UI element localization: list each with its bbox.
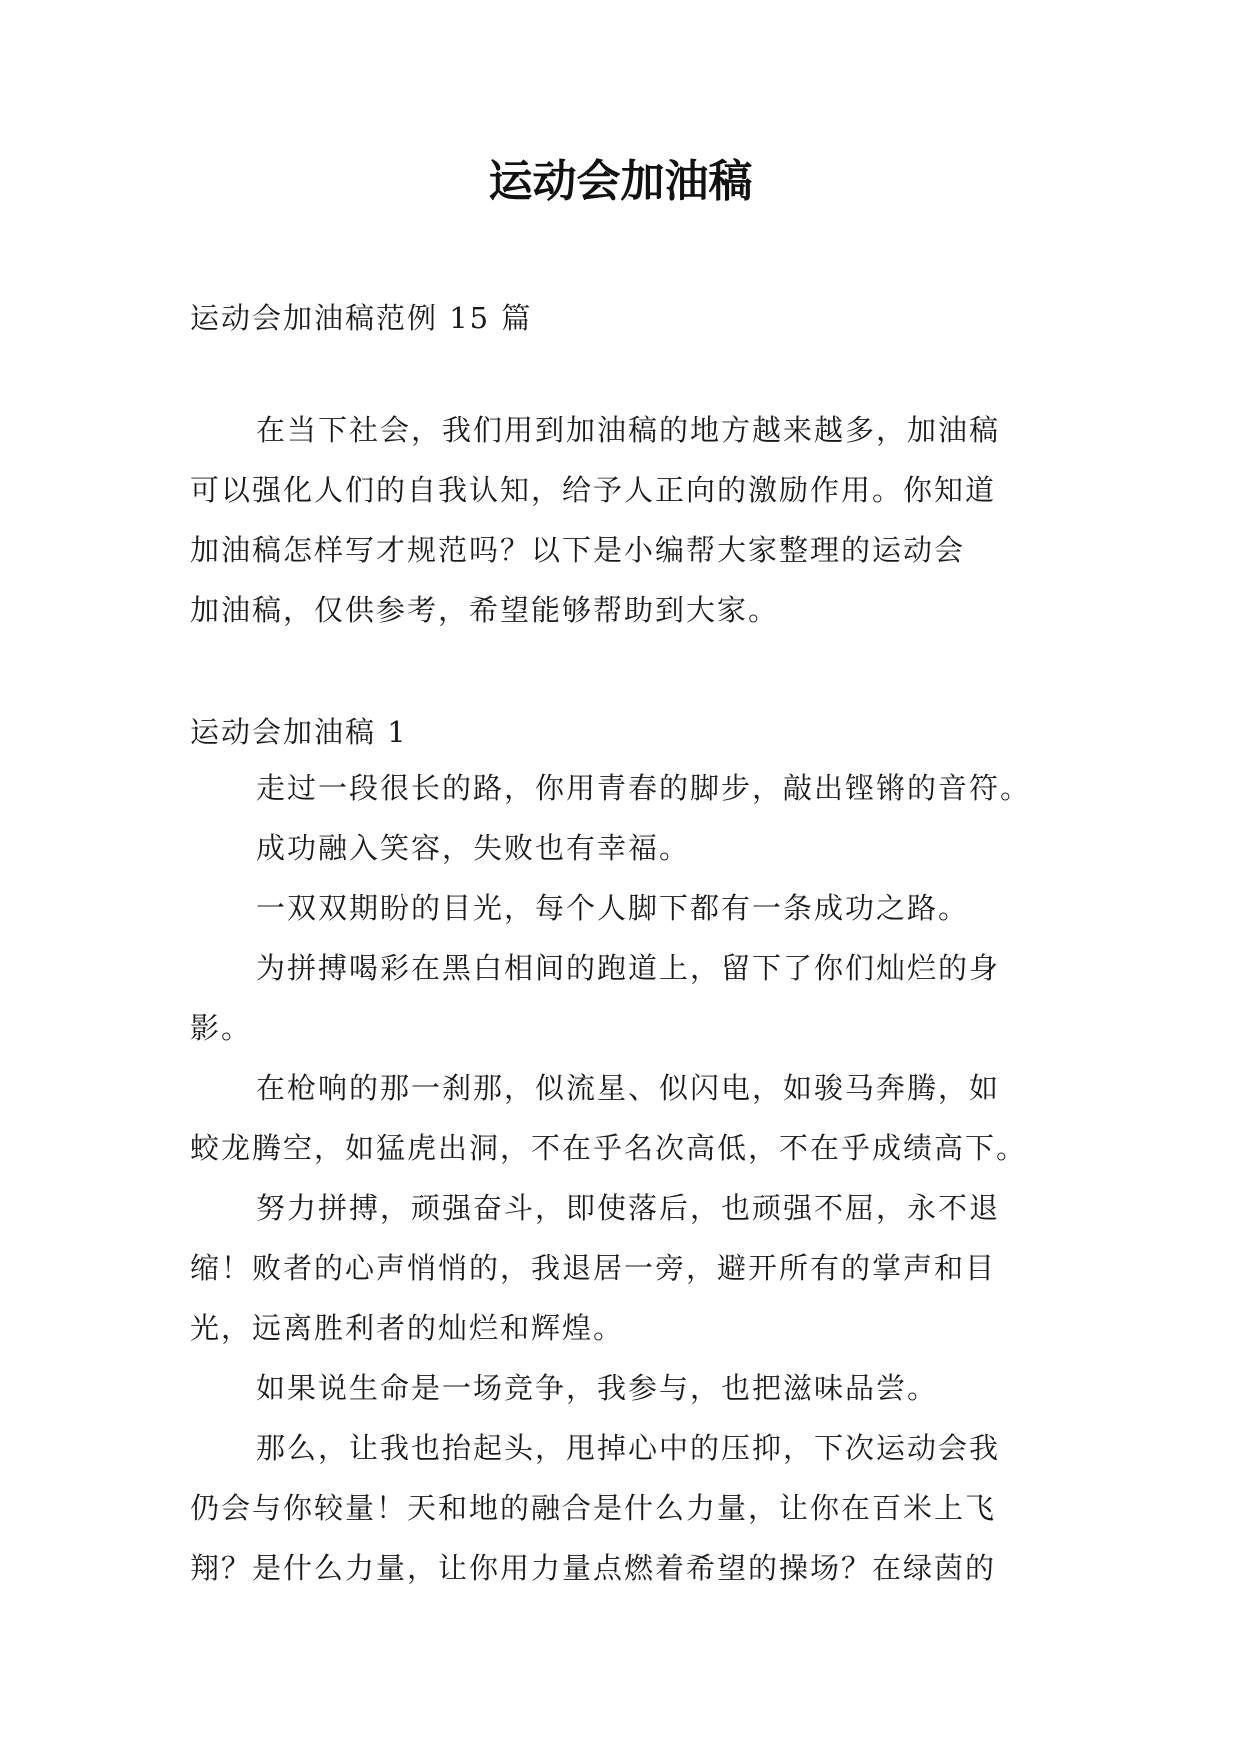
body-line: 那么，让我也抬起头，甩掉心中的压抑，下次运动会我 [256,1431,1001,1465]
body-line: 一双双期盼的目光，每个人脚下都有一条成功之路。 [256,891,970,925]
body-line: 翔？是什么力量，让你用力量点燃着希望的操场？在绿茵的 [190,1551,997,1585]
body-line: 光，远离胜利者的灿烂和辉煌。 [190,1311,625,1345]
document-subtitle: 运动会加油稿范例 15 篇 [190,301,533,335]
section-heading: 运动会加油稿 1 [190,715,408,749]
body-line: 在枪响的那一刹那，似流星、似闪电，如骏马奔腾，如 [256,1071,1001,1105]
intro-line: 在当下社会，我们用到加油稿的地方越来越多，加油稿 [256,413,1001,447]
body-line: 蛟龙腾空，如猛虎出洞，不在乎名次高低，不在乎成绩高下。 [190,1131,1028,1165]
body-line: 缩！败者的心声悄悄的，我退居一旁，避开所有的掌声和目 [190,1251,997,1285]
body-line: 为拼搏喝彩在黑白相间的跑道上，留下了你们灿烂的身 [256,951,1001,985]
intro-line: 加油稿，仅供参考，希望能够帮助到大家。 [190,593,780,627]
body-line: 成功融入笑容，失败也有幸福。 [256,831,691,865]
intro-line: 加油稿怎样写才规范吗？以下是小编帮大家整理的运动会 [190,533,966,567]
section-body [190,758,1060,1598]
body-line: 影。 [190,1011,253,1045]
document-title: 运动会加油稿 [488,156,753,207]
body-line: 如果说生命是一场竞争，我参与，也把滋味品尝。 [256,1371,939,1405]
intro-line: 可以强化人们的自我认知，给予人正向的激励作用。你知道 [190,473,997,507]
body-line: 走过一段很长的路，你用青春的脚步，敲出铿锵的音符。 [256,771,1032,805]
body-line: 仍会与你较量！天和地的融合是什么力量，让你在百米上飞 [190,1491,997,1525]
body-line: 努力拼搏，顽强奋斗，即使落后，也顽强不屈，永不退 [256,1191,1001,1225]
intro-paragraph [190,400,1060,640]
